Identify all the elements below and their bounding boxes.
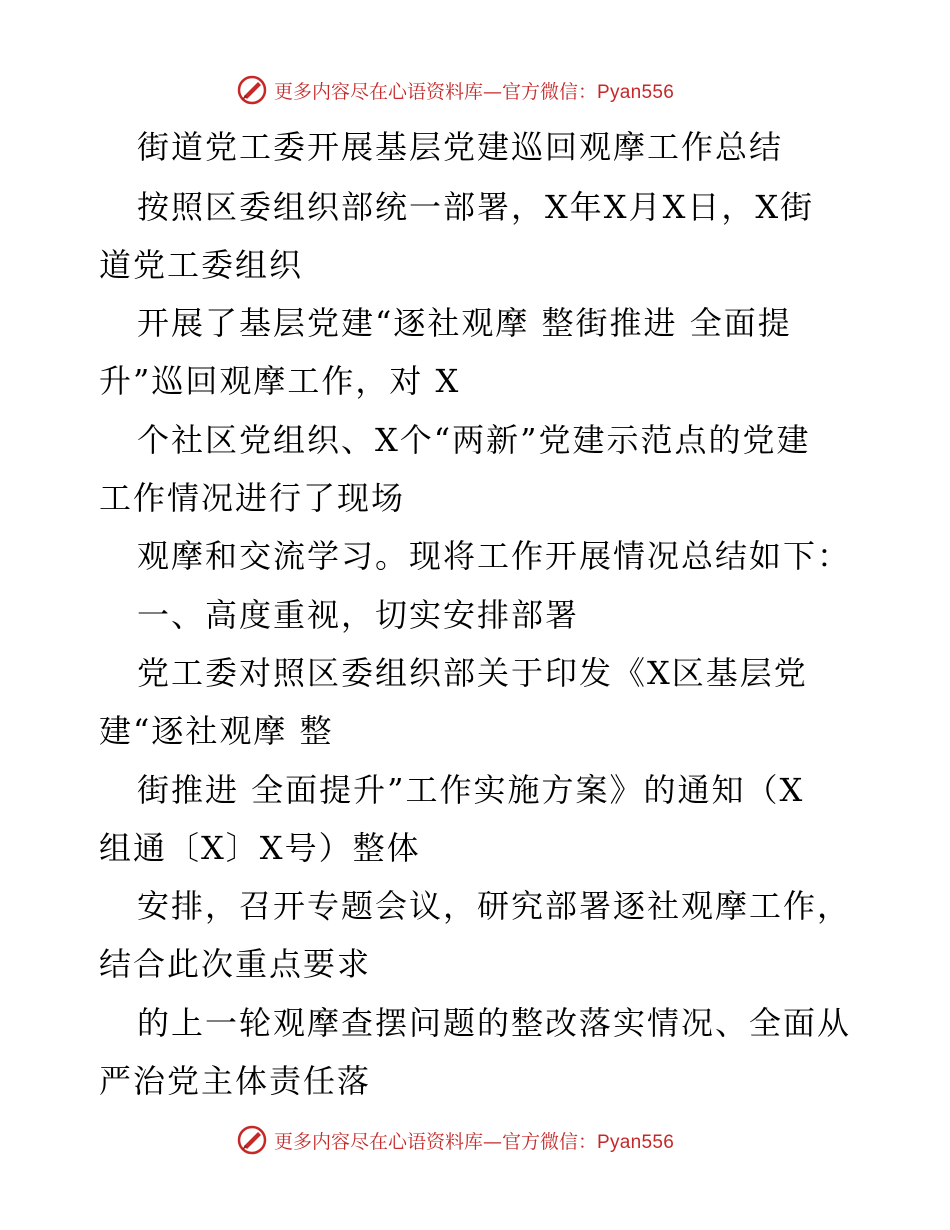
paragraph-line: 按照区委组织部统一部署，X年X月X日，X街 (137, 188, 815, 226)
paragraph-line: 安排，召开专题会议，研究部署逐社观摩工作， (137, 887, 852, 925)
paragraph-line: 组通〔X〕X号）整体 (99, 829, 421, 867)
paragraph-line: 道党工委组织 (99, 246, 304, 284)
watermark-logo-icon (236, 74, 268, 106)
watermark-logo-icon (236, 1124, 268, 1156)
section-heading: 一、高度重视，切实安排部署 (137, 596, 580, 634)
paragraph-line: 建“逐社观摩 整 (99, 712, 334, 750)
watermark-text: 更多内容尽在心语资料库—官方微信：Pyan556 (274, 80, 675, 103)
watermark-banner-bottom (236, 1123, 674, 1157)
paragraph-line: 严治党主体责任落 (99, 1062, 372, 1100)
document-title: 街道党工委开展基层党建巡回观摩工作总结 (137, 128, 784, 166)
paragraph-line: 观摩和交流学习。现将工作开展情况总结如下： (137, 537, 852, 575)
paragraph-line: 街推进 全面提升”工作实施方案》的通知（X (137, 771, 805, 809)
watermark-banner-top (236, 73, 674, 107)
watermark-text: 更多内容尽在心语资料库—官方微信：Pyan556 (274, 1130, 675, 1153)
paragraph-line: 党工委对照区委组织部关于印发《X区基层党 (137, 654, 808, 692)
paragraph-line: 个社区党组织、X个“两新”党建示范点的党建 (137, 421, 811, 459)
paragraph-line: 工作情况进行了现场 (99, 479, 406, 517)
paragraph-line: 结合此次重点要求 (99, 945, 372, 983)
paragraph-line: 的上一轮观摩查摆问题的整改落实情况、全面从 (137, 1004, 852, 1042)
paragraph-line: 开展了基层党建“逐社观摩 整街推进 全面提 (137, 304, 792, 342)
paragraph-line: 升”巡回观摩工作，对 X (99, 362, 461, 400)
